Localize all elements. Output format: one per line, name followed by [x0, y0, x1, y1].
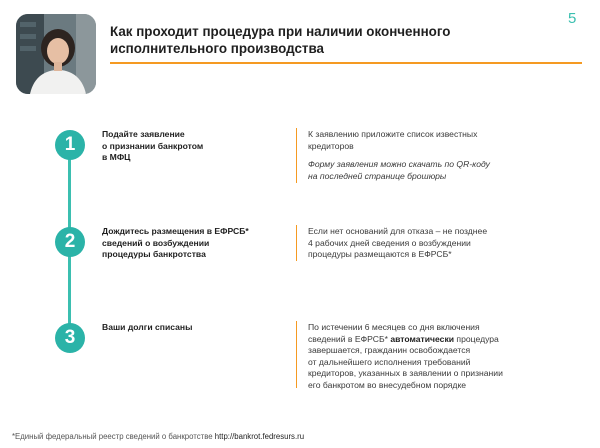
step-1-divider — [296, 128, 297, 183]
step-3-bold-word: автоматически — [390, 333, 455, 344]
step-3-description: По истечении 6 месяцев со дня включения сведений в ЕФРСБ* автоматически процедура завершается, гражданин освобождается от дальнейшего исполнения требований кредиторов, указанных в заявлении о признании его банкротом во внесудебном порядке — [308, 322, 503, 390]
presenter-photo — [16, 14, 96, 94]
step-1-note-line-2: на последней странице брошюры — [308, 170, 447, 181]
step-1-description: К заявлению приложите список известных кредиторов Форму заявления можно скачать по QR-коду на последней странице брошюры — [308, 129, 490, 181]
page-number: 5 — [568, 10, 577, 27]
step-2-number-badge: 2 — [55, 227, 85, 257]
header-divider — [110, 62, 582, 64]
step-2-title: Дождитесь размещения в ЕФРСБ* сведений о возбуждении процедуры банкротства — [102, 226, 249, 259]
step-2-description: Если нет оснований для отказа – не позднее 4 рабочих дней сведения о возбуждении процедуры размещаются в ЕФРСБ* — [308, 226, 488, 259]
footnote — [12, 432, 304, 441]
step-1-title: Подайте заявление о признании банкротом в МФЦ — [102, 129, 204, 162]
step-1-number-badge: 1 — [55, 130, 85, 160]
footnote-link[interactable]: http://bankrot.fedresurs.ru — [214, 432, 305, 441]
page-title: Как проходит процедура при наличии оконченного исполнительного производства — [110, 24, 451, 56]
step-1-note-line-1: Форму заявления можно скачать по QR-коду — [308, 159, 490, 169]
step-2-divider — [296, 225, 297, 261]
footnote-text: *Единый федеральный реестр сведений о банкротстве — [12, 432, 215, 441]
step-3-divider — [296, 321, 297, 388]
step-3-number-badge: 3 — [55, 323, 85, 353]
step-3-title: Ваши долги списаны — [102, 322, 193, 332]
